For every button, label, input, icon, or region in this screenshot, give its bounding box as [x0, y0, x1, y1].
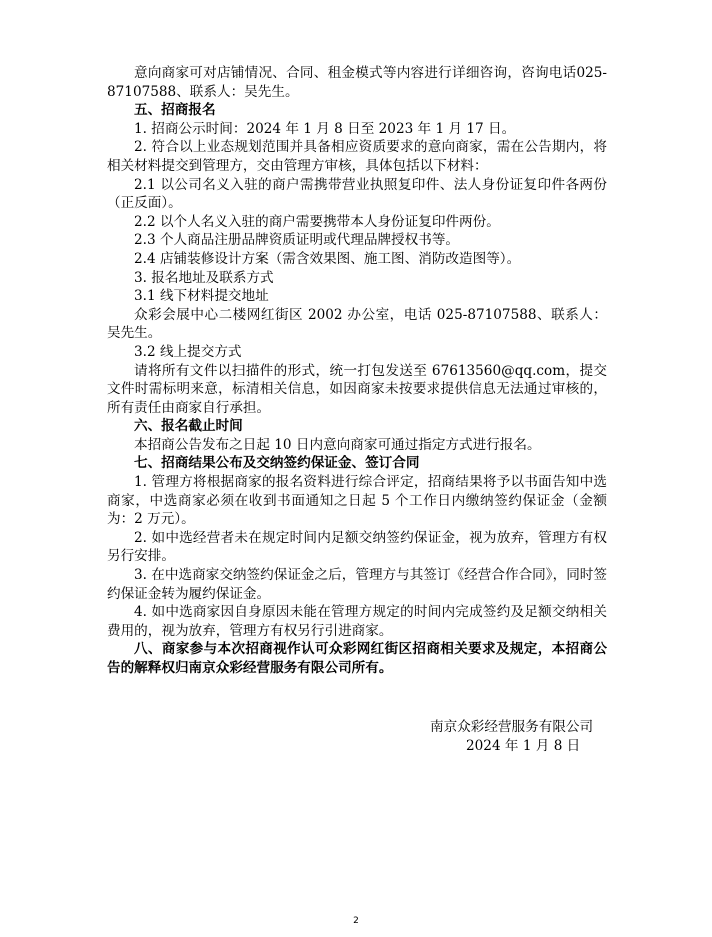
- paragraph: 2. 符合以上业态规划范围并具备相应资质要求的意向商家，需在公告期内，将相关材料提交到管理方，交由管理方审核，具体包括以下材料：: [107, 139, 607, 174]
- page-number: 2: [353, 916, 359, 926]
- paragraph: 3. 报名地址及联系方式: [134, 269, 274, 286]
- signature-date: 2024 年 1 月 8 日: [466, 737, 581, 754]
- paragraph: 1. 管理方将根据商家的报名资料进行综合评定，招商结果将予以书面告知中选商家，中选商家必须在收到书面通知之日起 5 个工作日内缴纳签约保证金（金额为：2 万元）。: [107, 474, 607, 528]
- paragraph: 3.2 线上提交方式: [134, 343, 242, 360]
- section-heading: 五、招商报名: [134, 102, 216, 119]
- paragraph: 4. 如中选商家因自身原因未能在管理方规定的时间内完成签约及足额交纳相关费用的，视为放弃，管理方有权另行引进商家。: [107, 604, 607, 639]
- paragraph: 2. 如中选经营者未在规定时间内足额交纳签约保证金，视为放弃，管理方有权另行安排。: [107, 529, 607, 565]
- signature-block: [430, 718, 610, 755]
- body-text: [107, 64, 607, 678]
- signature-org: 南京众彩经营服务有限公司: [430, 719, 594, 735]
- paragraph: 2.2 以个人名义入驻的商户需要携带本人身份证复印件两份。: [134, 213, 500, 230]
- paragraph: 2.4 店铺装修设计方案（需含效果图、施工图、消防改造图等）。: [134, 250, 521, 267]
- paragraph: 请将所有文件以扫描件的形式，统一打包发送至 67613560@qq.com，提交文件时需标明来意，标清相关信息，如因商家未按要求提供信息无法通过审核的，所有责任由商家自行承担。: [107, 362, 607, 416]
- paragraph: 本招商公告发布之日起 10 日内意向商家可通过指定方式进行报名。: [134, 436, 541, 453]
- paragraph: 2.3 个人商品注册品牌资质证明或代理品牌授权书等。: [134, 232, 460, 249]
- paragraph: 3.1 线下材料提交地址: [134, 288, 269, 305]
- paragraph: 众彩会展中心二楼网红街区 2002 办公室，电话 025-87107588、联系人：吴先生。: [107, 306, 607, 342]
- paragraph: 1. 招商公示时间：2024 年 1 月 8 日至 2023 年 1 月 17 日。: [134, 120, 516, 137]
- paragraph: 意向商家可对店铺情况、合同、租金模式等内容进行详细咨询，咨询电话025-87107588、联系人：吴先生。: [107, 65, 607, 100]
- paragraph: 2.1 以公司名义入驻的商户需携带营业执照复印件、法人身份证复印件各两份（正反面）。: [107, 176, 607, 212]
- closing-statement: 八、商家参与本次招商视作认可众彩网红街区招商相关要求及规定，本招商公告的解释权归南京众彩经营服务有限公司所有。: [107, 641, 607, 676]
- paragraph: 3. 在中选商家交纳签约保证金之后，管理方与其签订《经营合作合同》，同时签约保证金转为履约保证金。: [107, 567, 607, 602]
- section-heading: 七、招商结果公布及交纳签约保证金、签订合同: [134, 455, 420, 472]
- section-heading: 六、报名截止时间: [134, 418, 243, 435]
